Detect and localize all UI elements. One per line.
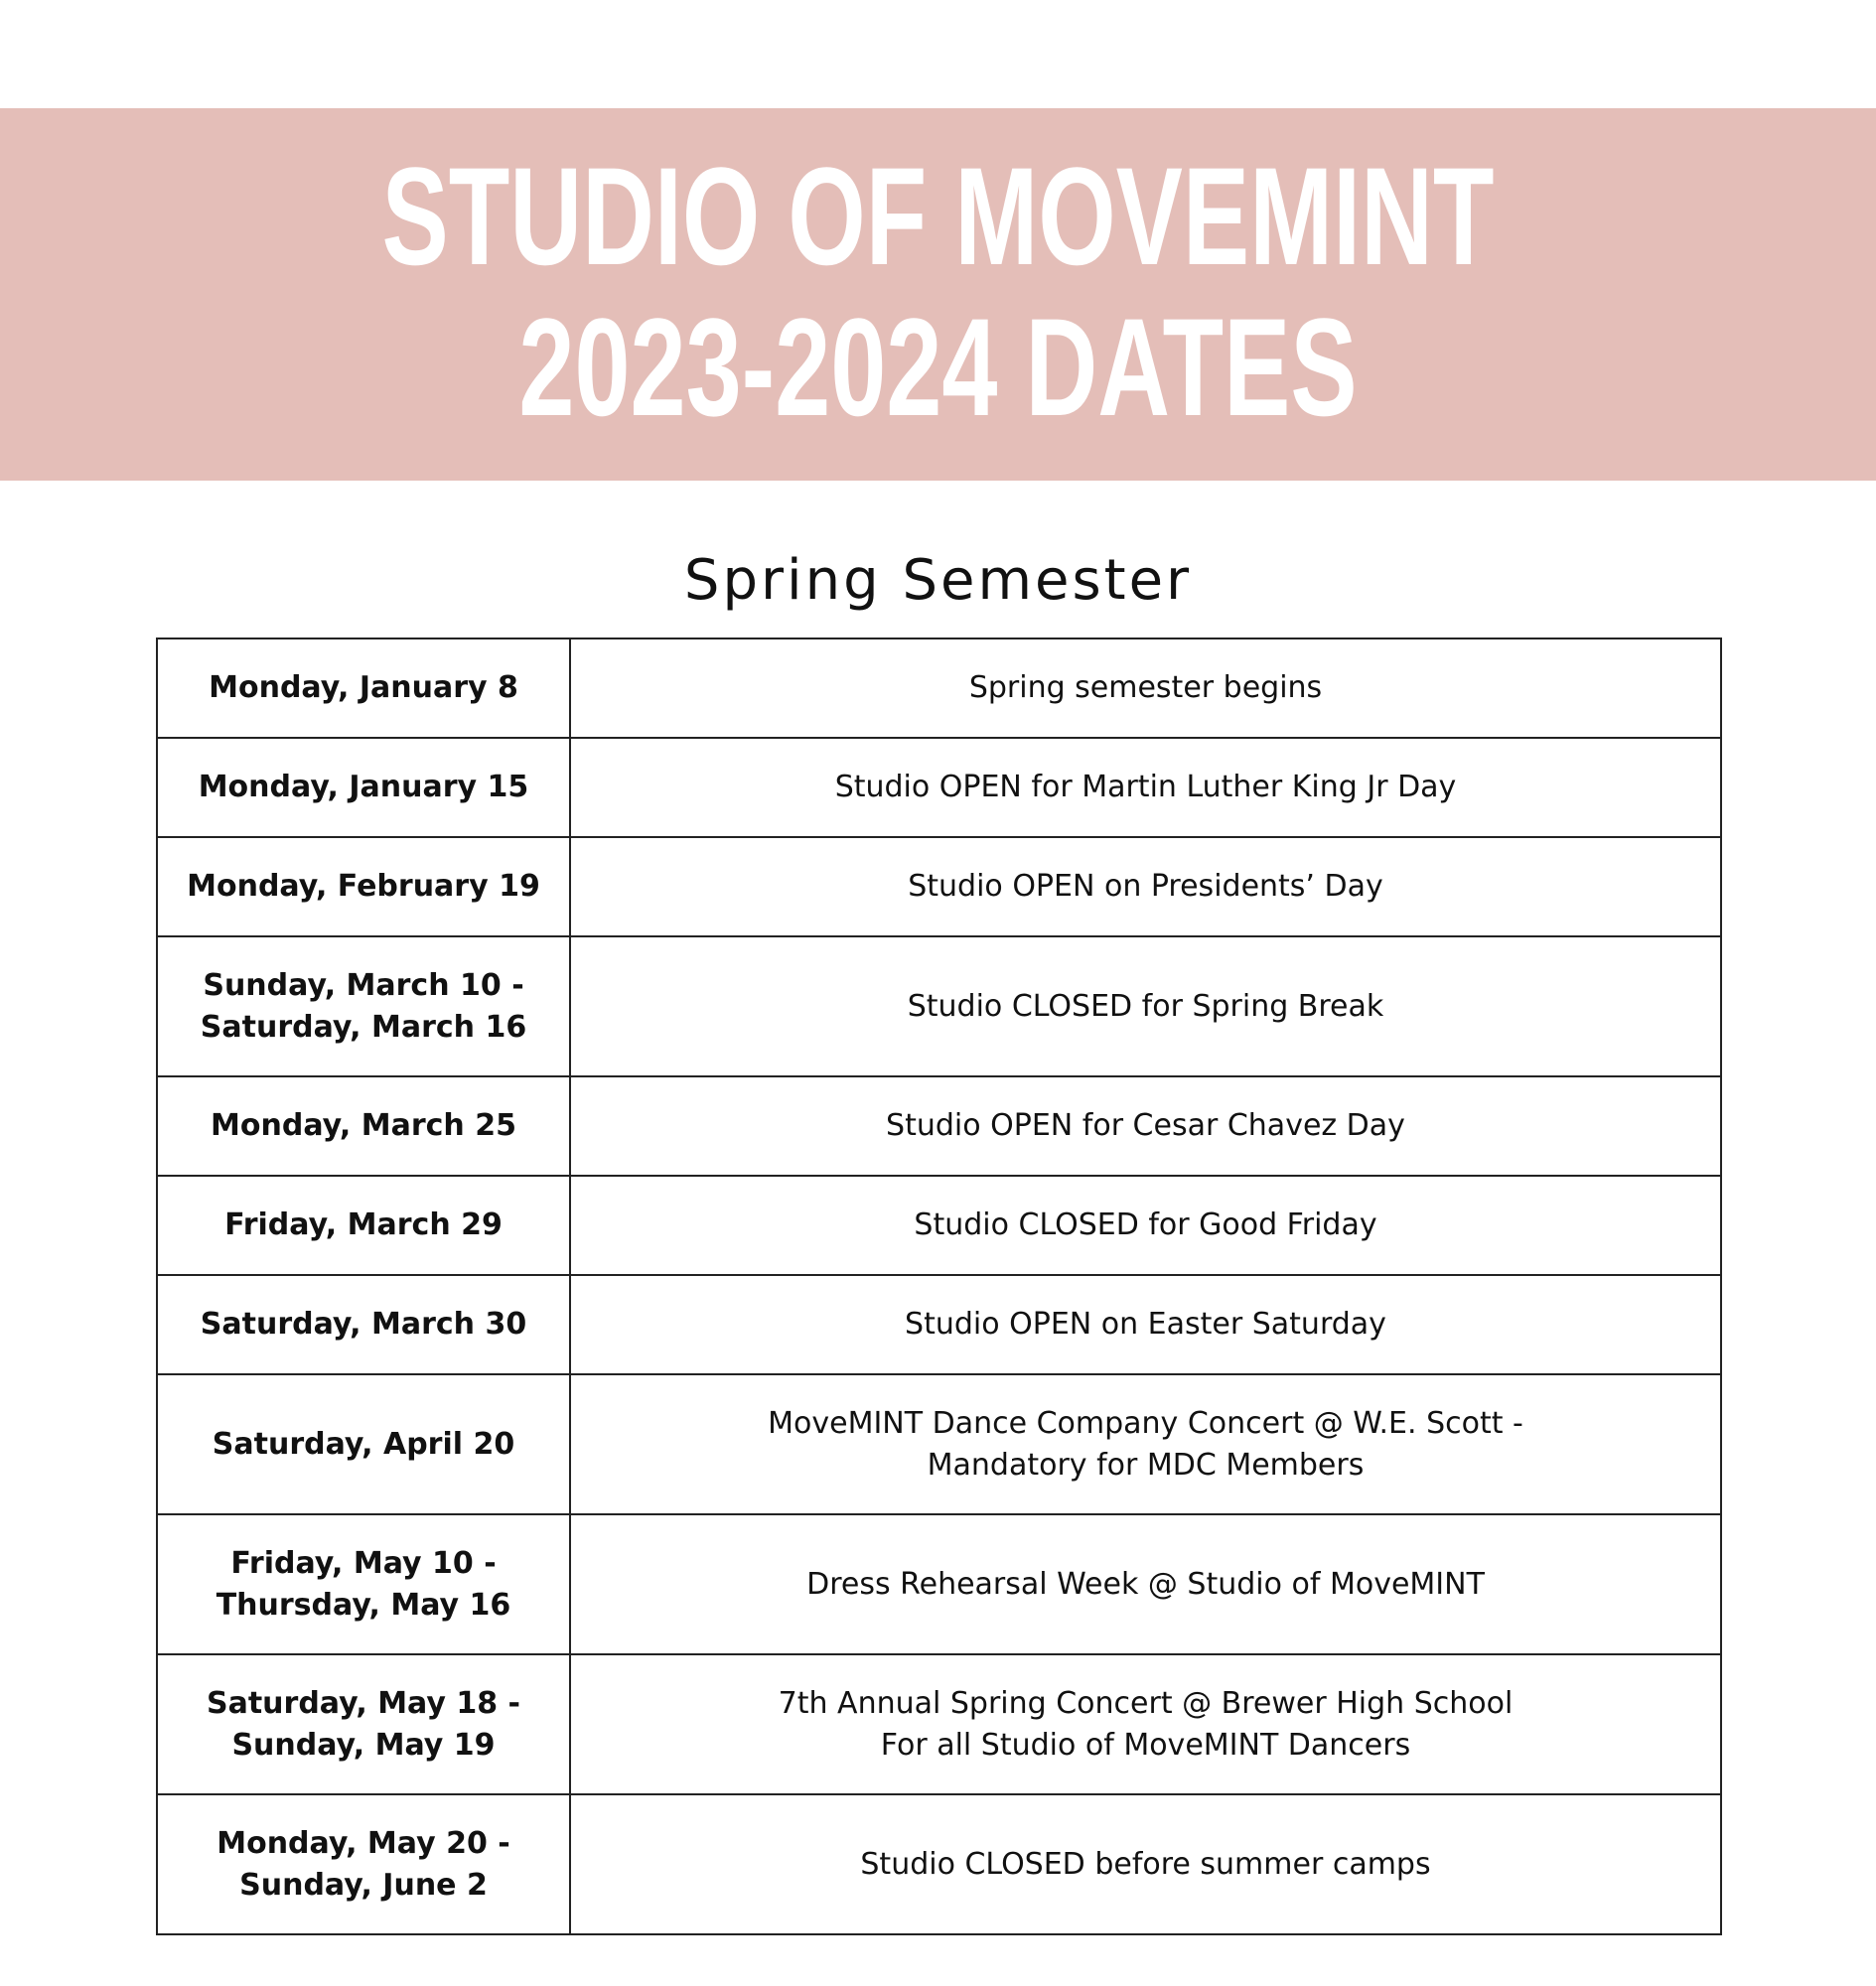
banner-title-line-1: STUDIO OF MOVEMINT — [381, 138, 1495, 294]
date-cell — [157, 738, 570, 837]
event-cell — [570, 936, 1721, 1076]
event-cell — [570, 1076, 1721, 1176]
date-text: Friday, March 29 — [224, 1207, 503, 1242]
table-row — [157, 638, 1721, 738]
table-row — [157, 1514, 1721, 1654]
event-cell — [570, 1275, 1721, 1374]
table-row — [157, 1374, 1721, 1514]
date-cell — [157, 1794, 570, 1934]
date-text: Saturday, April 20 — [212, 1426, 515, 1462]
event-cell — [570, 1374, 1721, 1514]
date-text: Monday, March 25 — [211, 1108, 516, 1143]
date-cell — [157, 1514, 570, 1654]
table-row — [157, 1275, 1721, 1374]
table-row — [157, 1794, 1721, 1934]
table-row — [157, 1176, 1721, 1275]
event-text: Studio OPEN for Martin Luther King Jr Day — [834, 770, 1457, 804]
event-text: 7th Annual Spring Concert @ Brewer High School — [778, 1685, 1514, 1721]
event-text: Spring semester begins — [968, 670, 1323, 705]
date-cell — [157, 1374, 570, 1514]
date-cell — [157, 1275, 570, 1374]
event-text: Studio CLOSED for Good Friday — [914, 1207, 1377, 1242]
date-cell — [157, 1654, 570, 1794]
event-cell — [570, 1514, 1721, 1654]
section-title: Spring Semester — [683, 548, 1193, 613]
event-cell — [570, 738, 1721, 837]
table-row — [157, 936, 1721, 1076]
event-text: Studio OPEN on Presidents’ Day — [908, 869, 1383, 904]
event-cell — [570, 837, 1721, 936]
date-cell — [157, 1076, 570, 1176]
date-cell — [157, 1176, 570, 1275]
date-text: Monday, January 8 — [209, 670, 518, 705]
date-text: Friday, May 10 - — [230, 1545, 497, 1581]
date-text: Sunday, June 2 — [239, 1867, 488, 1903]
date-text: Monday, January 15 — [198, 770, 529, 804]
schedule-table — [156, 638, 1722, 1935]
event-text: Studio CLOSED for Spring Break — [907, 988, 1384, 1024]
date-text: Sunday, May 19 — [231, 1727, 496, 1763]
date-text: Monday, February 19 — [187, 869, 540, 904]
event-cell — [570, 1654, 1721, 1794]
date-text: Monday, May 20 - — [216, 1825, 510, 1861]
event-text: Mandatory for MDC Members — [927, 1447, 1365, 1483]
date-cell — [157, 638, 570, 738]
event-cell — [570, 1794, 1721, 1934]
event-text: For all Studio of MoveMINT Dancers — [880, 1727, 1411, 1763]
date-text: Saturday, March 30 — [200, 1307, 527, 1342]
event-text: Dress Rehearsal Week @ Studio of MoveMINT — [806, 1566, 1485, 1602]
event-text: Studio OPEN for Cesar Chavez Day — [886, 1108, 1405, 1143]
date-text: Thursday, May 16 — [216, 1587, 511, 1623]
table-row — [157, 837, 1721, 936]
event-text: Studio CLOSED before summer camps — [860, 1846, 1431, 1882]
banner-title-line-2: 2023-2024 DATES — [518, 289, 1358, 445]
table-row — [157, 1654, 1721, 1794]
event-cell — [570, 638, 1721, 738]
date-cell — [157, 936, 570, 1076]
event-text: Studio OPEN on Easter Saturday — [905, 1307, 1386, 1342]
date-text: Saturday, March 16 — [200, 1009, 527, 1045]
table-row — [157, 1076, 1721, 1176]
date-text: Sunday, March 10 - — [203, 967, 524, 1003]
event-text: MoveMINT Dance Company Concert @ W.E. Scott - — [768, 1405, 1523, 1441]
table-row — [157, 738, 1721, 837]
date-cell — [157, 837, 570, 936]
date-text: Saturday, May 18 - — [206, 1685, 521, 1721]
event-cell — [570, 1176, 1721, 1275]
